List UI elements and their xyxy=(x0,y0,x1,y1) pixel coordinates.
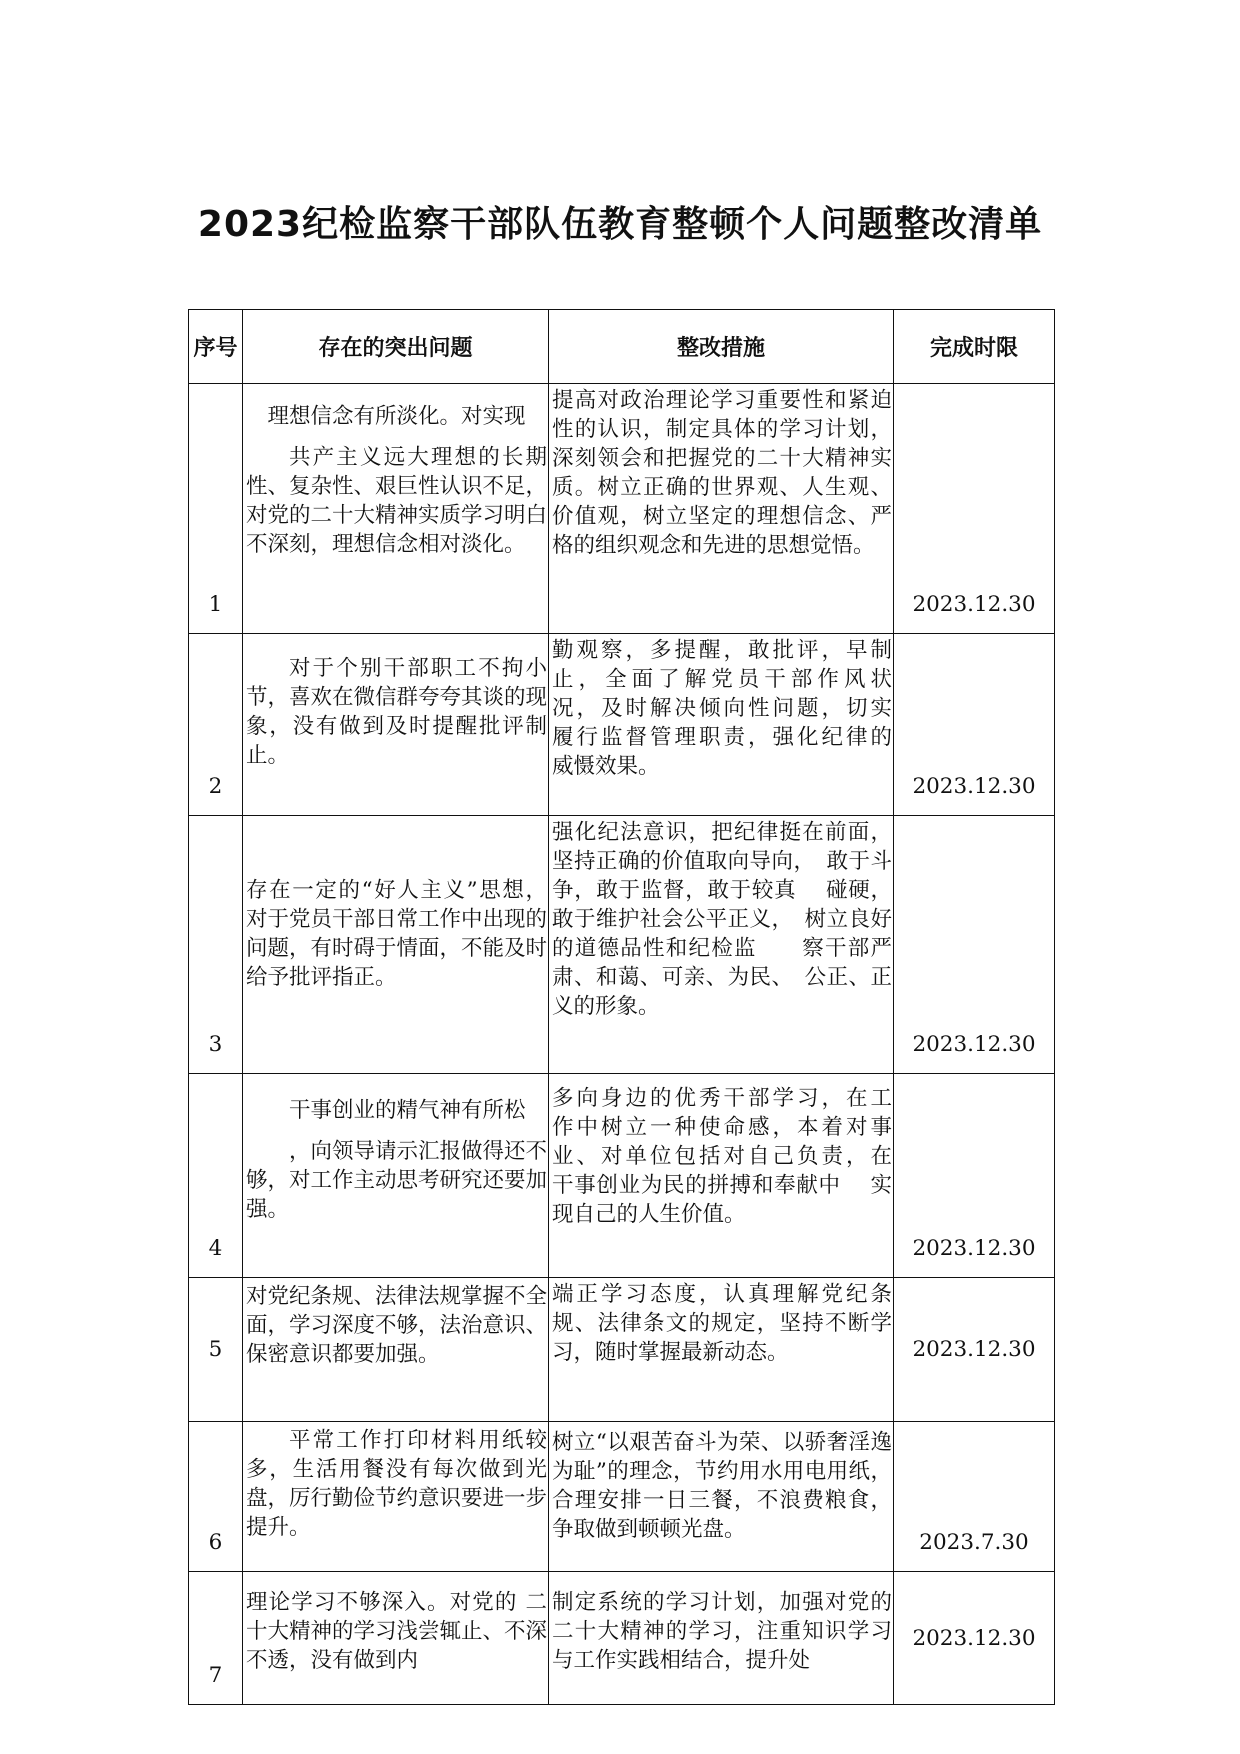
document-title: 2023纪检监察干部队伍教育整顿个人问题整改清单 xyxy=(197,204,1043,245)
row-number: 1 xyxy=(189,384,243,634)
table-row xyxy=(189,1422,1055,1572)
row-number: 3 xyxy=(189,816,243,1074)
table-row xyxy=(189,816,1055,1074)
deadline-cell: 2023.12.30 xyxy=(894,1074,1055,1278)
header-problem: 存在的突出问题 xyxy=(243,310,549,384)
problem-text: ，向领导请示汇报做得还不够，对工作主动思考研究还要加强。 xyxy=(246,1139,548,1222)
table-row xyxy=(189,1278,1055,1422)
measure-cell: 多向身边的优秀干部学习，在工 作中树立一种使命感，本着对事 业、对单位包括对自己负责，在 干事创业为民的拼搏和奉献中 实现自己的人生价值。 xyxy=(549,1074,894,1278)
row-number: 6 xyxy=(189,1422,243,1572)
deadline-cell: 2023.12.30 xyxy=(894,384,1055,634)
row-number: 4 xyxy=(189,1074,243,1278)
problem-cell xyxy=(243,1572,549,1705)
problem-text: 理论学习不够深入。对党的 二十大精神的学习浅尝辄止、不深不透，没有做到内 xyxy=(246,1590,548,1673)
header-measure: 整改措施 xyxy=(549,310,894,384)
deadline-cell: 2023.12.30 xyxy=(894,1572,1055,1705)
table-row xyxy=(189,634,1055,816)
row-number: 5 xyxy=(189,1278,243,1422)
header-no: 序号 xyxy=(189,310,243,384)
row-number: 7 xyxy=(189,1572,243,1705)
problem-cell xyxy=(243,1278,549,1422)
deadline-cell: 2023.7.30 xyxy=(894,1422,1055,1572)
measure-cell: 提高对政治理论学习重要性和紧迫性的认识，制定具体的学习计划，深刻领会和把握党的二十大精神实质。树立正确的世界观、人生观、价值观，树立坚定的理想信念、严格的组织观念和先进的思想觉悟。 xyxy=(549,384,894,634)
problem-text: 干事创业的精气神有所松 xyxy=(289,1098,526,1123)
table-header-row xyxy=(189,310,1055,384)
deadline-cell: 2023.12.30 xyxy=(894,634,1055,816)
measure-cell: 强化纪法意识，把纪律挺在前面，坚持正确的价值取向导向， 敢于斗争，敢于监督，敢于较真 碰硬，敢于维护社会公平正义， 树立良好的道德品性和纪检监 察干部严肃、和蔼、可亲、为民、 公正、正义的形象。 xyxy=(549,816,894,1074)
header-deadline: 完成时限 xyxy=(894,310,1055,384)
problem-text: 存在一定的“好人主义”思想，对于党员干部日常工作中出现的问题，有时碍于情面，不能及时给予批评指正。 xyxy=(246,878,548,990)
problem-text: 共产主义远大理想的长期性、复杂性、艰巨性认识不足，对党的二十大精神实质学习明白不深刻，理想信念相对淡化。 xyxy=(246,445,548,557)
problem-cell xyxy=(243,816,549,1074)
row-number: 2 xyxy=(189,634,243,816)
problem-cell xyxy=(243,384,549,634)
measure-cell: 勤观察，多提醒，敢批评，早制 止，全面了解党员干部作风状 况，及时解决倾向性问题，切实 履行监督管理职责，强化纪律的 威慑效果。 xyxy=(549,634,894,816)
problem-cell xyxy=(243,1074,549,1278)
problem-text: 对于个别干部职工不拘小节，喜欢在微信群夸夸其谈的现象，没有做到及时提醒批评制止。 xyxy=(246,656,548,768)
measure-cell: 制定系统的学习计划，加强对党的二十大精神的学习，注重知识学习与工作实践相结合，提升处 xyxy=(549,1572,894,1705)
deadline-cell: 2023.12.30 xyxy=(894,816,1055,1074)
measure-cell: 树立“以艰苦奋斗为荣、以骄奢淫逸为耻”的理念，节约用水用电用纸，合理安排一日三餐，不浪费粮食，争取做到顿顿光盘。 xyxy=(549,1422,894,1572)
table-row xyxy=(189,1074,1055,1278)
problem-text: 平常工作打印材料用纸较多，生活用餐没有每次做到光盘，厉行勤俭节约意识要进一步提升。 xyxy=(246,1428,548,1540)
deadline-cell: 2023.12.30 xyxy=(894,1278,1055,1422)
measure-cell: 端正学习态度，认真理解党纪条规、法律条文的规定，坚持不断学习，随时掌握最新动态。 xyxy=(549,1278,894,1422)
problem-cell xyxy=(243,634,549,816)
problem-text: 理想信念有所淡化。对实现 xyxy=(267,404,526,429)
problem-cell xyxy=(243,1422,549,1572)
rectification-table xyxy=(188,309,1055,1705)
problem-text: 对党纪条规、法律法规掌握不全面，学习深度不够，法治意识、保密意识都要加强。 xyxy=(246,1284,548,1367)
table-row xyxy=(189,1572,1055,1705)
table-row xyxy=(189,384,1055,634)
